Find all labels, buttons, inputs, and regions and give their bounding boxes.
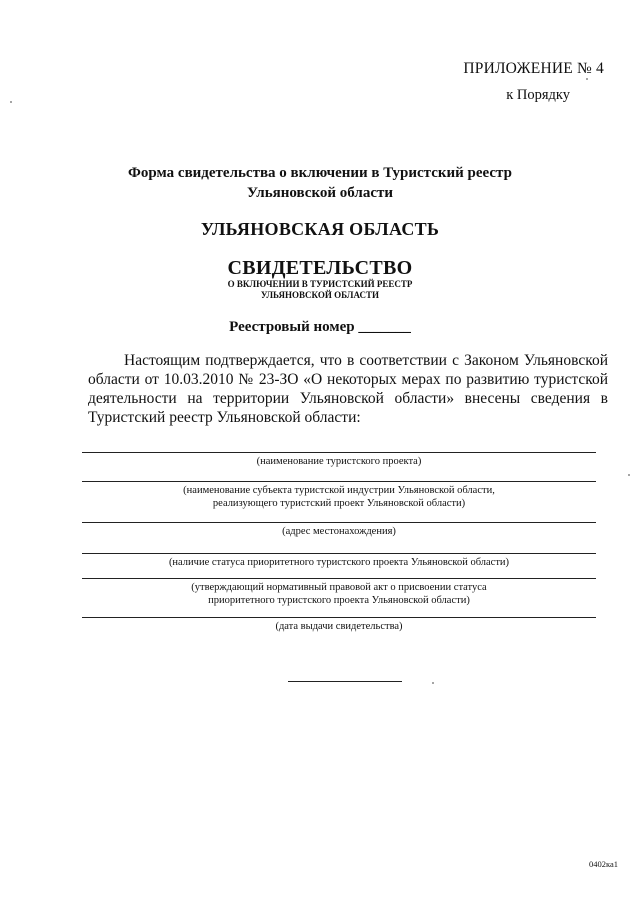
scan-speck <box>586 78 588 80</box>
certificate-subheading <box>0 279 640 301</box>
caption-line: (наименование субъекта туристской индустрии Ульяновской области, <box>183 485 495 496</box>
caption-priority-status <box>82 556 596 569</box>
document-code: 0402ка1 <box>588 859 618 869</box>
region-heading: УЛЬЯНОВСКАЯ ОБЛАСТЬ <box>200 219 440 239</box>
caption-line: приоритетного туристского проекта Ульяновской области) <box>208 595 470 606</box>
signature-line <box>288 681 402 682</box>
scan-speck <box>432 682 434 684</box>
fill-line-subject-name <box>82 481 596 482</box>
appendix-reference: к Порядку <box>506 87 570 103</box>
scan-speck <box>10 101 12 103</box>
caption-subject-name <box>82 484 596 510</box>
caption-line: реализующего туристский проект Ульяновской области) <box>212 498 466 509</box>
certificate-subheading-line-2: УЛЬЯНОВСКОЙ ОБЛАСТИ <box>260 290 380 300</box>
caption-line: (дата выдачи свидетельства) <box>275 621 403 632</box>
caption-line: (наименование туристского проекта) <box>256 456 422 467</box>
form-title-line-2: Ульяновской области <box>246 185 394 201</box>
fill-line-legal-act <box>82 578 596 579</box>
caption-address <box>82 525 596 538</box>
fill-line-address <box>82 522 596 523</box>
caption-legal-act <box>82 581 596 607</box>
scan-speck <box>628 474 630 476</box>
appendix-number: ПРИЛОЖЕНИЕ № 4 <box>463 60 604 77</box>
registry-number: Реестровый номер _______ <box>229 319 411 335</box>
confirmation-paragraph: Настоящим подтверждается, что в соответствии с Законом Ульяновской области от 10.03.2010 № 23-ЗО «О некоторых мерах по развитию туристской деятельности на территории Ульяновской области» внесены сведения в Туристский реестр Ульяновской области: <box>88 352 608 426</box>
certificate-subheading-line-1: О ВКЛЮЧЕНИИ В ТУРИСТСКИЙ РЕЕСТР <box>227 279 413 289</box>
fill-line-project-name <box>82 452 596 453</box>
caption-issue-date <box>82 620 596 633</box>
caption-line: (утверждающий нормативный правовой акт о присвоении статуса <box>191 582 487 593</box>
fill-line-priority-status <box>82 553 596 554</box>
form-title <box>0 163 640 203</box>
caption-line: (наличие статуса приоритетного туристского проекта Ульяновской области) <box>168 557 510 568</box>
caption-line: (адрес местонахождения) <box>282 526 396 537</box>
fill-line-issue-date <box>82 617 596 618</box>
caption-project-name <box>82 455 596 468</box>
form-title-line-1: Форма свидетельства о включении в Туристский реестр <box>128 165 512 181</box>
certificate-heading: СВИДЕТЕЛЬСТВО <box>227 257 413 279</box>
